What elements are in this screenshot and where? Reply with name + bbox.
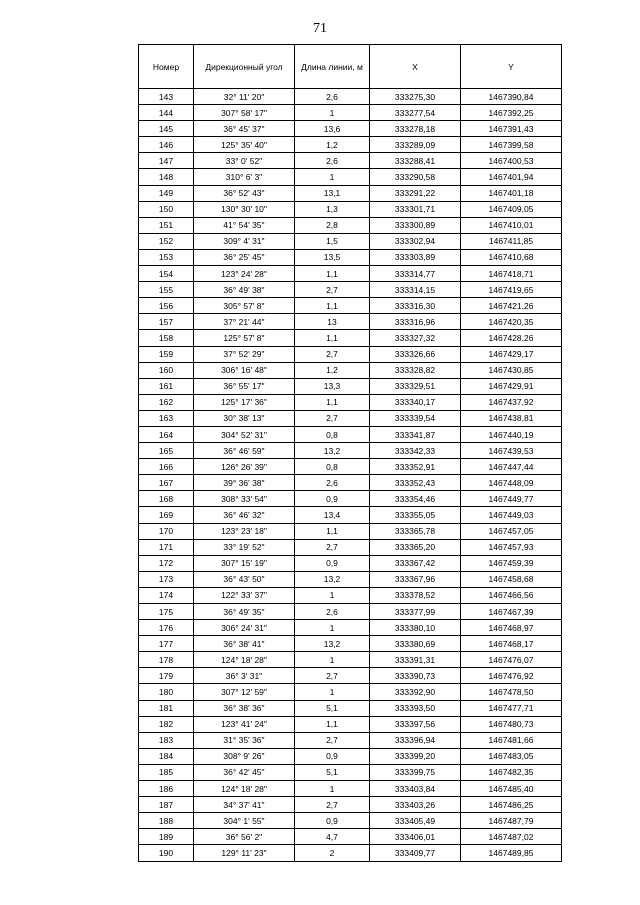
cell-y: 1467480,73 [461,716,562,732]
cell-number: 176 [139,620,194,636]
cell-x: 333302,94 [370,233,461,249]
table-row [139,475,562,491]
table-row [139,266,562,282]
cell-number: 158 [139,330,194,346]
cell-y: 1467409,05 [461,201,562,217]
cell-direction-angle: 36° 3' 31" [194,668,295,684]
cell-direction-angle: 36° 49' 35" [194,604,295,620]
cell-x: 333326,66 [370,346,461,362]
cell-number: 157 [139,314,194,330]
table-row [139,797,562,813]
cell-line-length: 1,2 [295,137,370,153]
cell-direction-angle: 308° 33' 54" [194,491,295,507]
cell-y: 1467439,53 [461,443,562,459]
cell-line-length: 1,1 [295,330,370,346]
cell-x: 333409,77 [370,845,461,861]
cell-number: 163 [139,410,194,426]
table-row [139,684,562,700]
cell-y: 1467457,93 [461,539,562,555]
cell-y: 1467430,85 [461,362,562,378]
cell-line-length: 13,2 [295,571,370,587]
cell-line-length: 1 [295,587,370,603]
cell-line-length: 13,2 [295,636,370,652]
cell-line-length: 1,1 [295,394,370,410]
cell-line-length: 1 [295,781,370,797]
cell-direction-angle: 308° 9' 26" [194,748,295,764]
table-row [139,89,562,105]
cell-line-length: 1 [295,652,370,668]
cell-y: 1467421,26 [461,298,562,314]
cell-line-length: 2,7 [295,346,370,362]
cell-x: 333300,89 [370,217,461,233]
cell-x: 333289,09 [370,137,461,153]
cell-x: 333403,26 [370,797,461,813]
cell-x: 333291,22 [370,185,461,201]
cell-y: 1467478,50 [461,684,562,700]
cell-y: 1467481,66 [461,732,562,748]
cell-direction-angle: 123° 23' 18" [194,523,295,539]
table-row [139,668,562,684]
cell-number: 180 [139,684,194,700]
cell-y: 1467419,65 [461,282,562,298]
cell-x: 333380,10 [370,620,461,636]
table-row [139,443,562,459]
cell-direction-angle: 34° 37' 41" [194,797,295,813]
cell-y: 1467449,77 [461,491,562,507]
cell-x: 333341,87 [370,426,461,442]
cell-number: 144 [139,105,194,121]
cell-line-length: 2,8 [295,217,370,233]
cell-line-length: 5,1 [295,700,370,716]
cell-line-length: 5,1 [295,764,370,780]
cell-x: 333380,69 [370,636,461,652]
table-row [139,137,562,153]
cell-y: 1467401,18 [461,185,562,201]
cell-line-length: 2,7 [295,410,370,426]
table-row [139,700,562,716]
cell-number: 156 [139,298,194,314]
cell-line-length: 13,1 [295,185,370,201]
cell-y: 1467485,40 [461,781,562,797]
cell-y: 1467392,25 [461,105,562,121]
cell-x: 333327,32 [370,330,461,346]
cell-number: 187 [139,797,194,813]
cell-line-length: 1 [295,684,370,700]
cell-x: 333278,18 [370,121,461,137]
cell-direction-angle: 36° 43' 50" [194,571,295,587]
cell-direction-angle: 306° 16' 48" [194,362,295,378]
coordinates-table [138,44,562,862]
cell-y: 1467428,26 [461,330,562,346]
cell-y: 1467410,01 [461,217,562,233]
cell-direction-angle: 36° 38' 36" [194,700,295,716]
cell-direction-angle: 33° 0' 52" [194,153,295,169]
cell-y: 1467410,68 [461,249,562,265]
cell-number: 189 [139,829,194,845]
cell-y: 1467467,39 [461,604,562,620]
cell-line-length: 2,6 [295,475,370,491]
cell-y: 1467459,39 [461,555,562,571]
table-row [139,153,562,169]
cell-number: 174 [139,587,194,603]
cell-number: 171 [139,539,194,555]
cell-direction-angle: 41° 54' 35" [194,217,295,233]
cell-line-length: 1,3 [295,201,370,217]
cell-y: 1467487,79 [461,813,562,829]
table-row [139,249,562,265]
cell-y: 1467448,09 [461,475,562,491]
cell-x: 333397,56 [370,716,461,732]
table-row [139,507,562,523]
cell-y: 1467486,25 [461,797,562,813]
cell-x: 333277,54 [370,105,461,121]
header-number: Номер [139,45,194,89]
cell-number: 150 [139,201,194,217]
table-row [139,233,562,249]
cell-direction-angle: 36° 46' 32" [194,507,295,523]
cell-line-length: 1,2 [295,362,370,378]
cell-x: 333378,52 [370,587,461,603]
cell-number: 152 [139,233,194,249]
cell-number: 169 [139,507,194,523]
table-row [139,362,562,378]
table-row [139,587,562,603]
cell-direction-angle: 307° 15' 19" [194,555,295,571]
table-row [139,845,562,861]
table-row [139,748,562,764]
cell-line-length: 0,9 [295,491,370,507]
cell-direction-angle: 36° 38' 41" [194,636,295,652]
table-row [139,604,562,620]
table-row [139,571,562,587]
cell-direction-angle: 124° 18' 28" [194,781,295,797]
cell-x: 333393,50 [370,700,461,716]
cell-y: 1467440,19 [461,426,562,442]
cell-direction-angle: 309° 4' 31" [194,233,295,249]
cell-direction-angle: 30° 38' 13" [194,410,295,426]
cell-number: 146 [139,137,194,153]
cell-x: 333365,20 [370,539,461,555]
cell-line-length: 2,7 [295,732,370,748]
cell-x: 333390,73 [370,668,461,684]
cell-line-length: 4,7 [295,829,370,845]
table-row [139,314,562,330]
cell-y: 1467400,53 [461,153,562,169]
cell-number: 172 [139,555,194,571]
cell-direction-angle: 36° 55' 17" [194,378,295,394]
table-header-row [139,45,562,89]
cell-number: 170 [139,523,194,539]
cell-y: 1467477,71 [461,700,562,716]
table-row [139,764,562,780]
cell-line-length: 1 [295,105,370,121]
cell-direction-angle: 307° 58' 17" [194,105,295,121]
cell-x: 333314,77 [370,266,461,282]
cell-direction-angle: 39° 36' 38" [194,475,295,491]
cell-direction-angle: 36° 25' 45" [194,249,295,265]
cell-number: 155 [139,282,194,298]
cell-direction-angle: 36° 52' 43" [194,185,295,201]
cell-number: 165 [139,443,194,459]
table-row [139,829,562,845]
cell-x: 333275,30 [370,89,461,105]
cell-direction-angle: 305° 57' 8" [194,298,295,314]
cell-line-length: 2,7 [295,282,370,298]
table-row [139,636,562,652]
table-row [139,620,562,636]
table-row [139,652,562,668]
cell-y: 1467447,44 [461,459,562,475]
cell-number: 147 [139,153,194,169]
header-x: X [370,45,461,89]
cell-number: 188 [139,813,194,829]
cell-line-length: 0,9 [295,813,370,829]
cell-direction-angle: 36° 49' 38" [194,282,295,298]
cell-x: 333288,41 [370,153,461,169]
table-row [139,426,562,442]
cell-direction-angle: 129° 11' 23" [194,845,295,861]
cell-x: 333392,90 [370,684,461,700]
cell-y: 1467457,05 [461,523,562,539]
cell-x: 333290,58 [370,169,461,185]
cell-number: 143 [139,89,194,105]
cell-number: 175 [139,604,194,620]
cell-direction-angle: 36° 46' 59" [194,443,295,459]
cell-x: 333365,78 [370,523,461,539]
table-row [139,459,562,475]
cell-number: 154 [139,266,194,282]
table-row [139,378,562,394]
cell-number: 161 [139,378,194,394]
table-row [139,346,562,362]
cell-number: 184 [139,748,194,764]
cell-line-length: 1,1 [295,266,370,282]
cell-number: 173 [139,571,194,587]
cell-y: 1467489,85 [461,845,562,861]
cell-number: 182 [139,716,194,732]
cell-direction-angle: 304° 1' 55" [194,813,295,829]
cell-number: 185 [139,764,194,780]
table-row [139,217,562,233]
cell-line-length: 0,8 [295,459,370,475]
cell-x: 333367,96 [370,571,461,587]
cell-line-length: 0,9 [295,555,370,571]
table-row [139,185,562,201]
table-row [139,105,562,121]
cell-y: 1467438,81 [461,410,562,426]
cell-number: 164 [139,426,194,442]
cell-number: 153 [139,249,194,265]
cell-y: 1467429,91 [461,378,562,394]
cell-x: 333303,89 [370,249,461,265]
table-row [139,539,562,555]
cell-x: 333340,17 [370,394,461,410]
cell-x: 333316,30 [370,298,461,314]
cell-y: 1467399,58 [461,137,562,153]
cell-x: 333301,71 [370,201,461,217]
cell-direction-angle: 37° 52' 29" [194,346,295,362]
cell-line-length: 2,7 [295,797,370,813]
cell-direction-angle: 122° 33' 37" [194,587,295,603]
cell-line-length: 2,6 [295,89,370,105]
cell-number: 183 [139,732,194,748]
cell-y: 1467487,02 [461,829,562,845]
table-row [139,298,562,314]
cell-direction-angle: 123° 24' 28" [194,266,295,282]
cell-y: 1467476,07 [461,652,562,668]
cell-number: 159 [139,346,194,362]
cell-x: 333391,31 [370,652,461,668]
cell-direction-angle: 36° 45' 37" [194,121,295,137]
table-row [139,523,562,539]
cell-line-length: 13,2 [295,443,370,459]
page-number: 71 [313,21,327,36]
cell-x: 333328,82 [370,362,461,378]
cell-direction-angle: 31° 35' 36" [194,732,295,748]
cell-line-length: 1 [295,169,370,185]
cell-y: 1467468,17 [461,636,562,652]
cell-number: 190 [139,845,194,861]
cell-x: 333342,33 [370,443,461,459]
cell-number: 149 [139,185,194,201]
cell-line-length: 1,1 [295,716,370,732]
cell-line-length: 2 [295,845,370,861]
cell-number: 166 [139,459,194,475]
cell-x: 333352,43 [370,475,461,491]
cell-number: 160 [139,362,194,378]
cell-direction-angle: 37° 21' 44" [194,314,295,330]
cell-line-length: 13,5 [295,249,370,265]
cell-y: 1467418,71 [461,266,562,282]
cell-x: 333339,54 [370,410,461,426]
table-row [139,732,562,748]
cell-x: 333316,96 [370,314,461,330]
cell-number: 177 [139,636,194,652]
table-row [139,201,562,217]
cell-y: 1467401,94 [461,169,562,185]
cell-direction-angle: 125° 17' 36" [194,394,295,410]
cell-x: 333403,84 [370,781,461,797]
cell-line-length: 13,6 [295,121,370,137]
cell-x: 333329,51 [370,378,461,394]
cell-line-length: 2,7 [295,539,370,555]
table-row [139,781,562,797]
cell-y: 1467390,84 [461,89,562,105]
cell-line-length: 13 [295,314,370,330]
cell-number: 162 [139,394,194,410]
cell-direction-angle: 123° 41' 24" [194,716,295,732]
cell-number: 179 [139,668,194,684]
table-row [139,410,562,426]
cell-y: 1467458,68 [461,571,562,587]
table-row [139,169,562,185]
cell-direction-angle: 125° 35' 40" [194,137,295,153]
cell-y: 1467466,56 [461,587,562,603]
table-row [139,330,562,346]
cell-direction-angle: 124° 18' 28" [194,652,295,668]
table-row [139,282,562,298]
cell-line-length: 1 [295,620,370,636]
cell-number: 186 [139,781,194,797]
cell-line-length: 2,7 [295,668,370,684]
cell-x: 333355,05 [370,507,461,523]
cell-y: 1467437,92 [461,394,562,410]
cell-direction-angle: 126° 26' 39" [194,459,295,475]
cell-y: 1467468,97 [461,620,562,636]
cell-y: 1467476,92 [461,668,562,684]
table-row [139,394,562,410]
cell-number: 151 [139,217,194,233]
cell-y: 1467483,05 [461,748,562,764]
cell-line-length: 1,1 [295,523,370,539]
cell-line-length: 2,6 [295,153,370,169]
cell-x: 333377,99 [370,604,461,620]
cell-direction-angle: 36° 42' 45" [194,764,295,780]
cell-x: 333405,49 [370,813,461,829]
table-row [139,813,562,829]
cell-number: 145 [139,121,194,137]
cell-line-length: 13,3 [295,378,370,394]
table-row [139,555,562,571]
cell-number: 168 [139,491,194,507]
table-row [139,491,562,507]
cell-direction-angle: 307° 12' 59" [194,684,295,700]
cell-x: 333354,46 [370,491,461,507]
table-body [139,89,562,862]
cell-y: 1467391,43 [461,121,562,137]
cell-direction-angle: 304° 52' 31" [194,426,295,442]
cell-x: 333399,20 [370,748,461,764]
cell-direction-angle: 32° 11' 20" [194,89,295,105]
cell-line-length: 0,9 [295,748,370,764]
cell-direction-angle: 310° 6' 3" [194,169,295,185]
cell-number: 148 [139,169,194,185]
cell-direction-angle: 36° 56' 2" [194,829,295,845]
cell-line-length: 1,1 [295,298,370,314]
cell-direction-angle: 306° 24' 31" [194,620,295,636]
cell-direction-angle: 33° 19' 52" [194,539,295,555]
cell-x: 333396,94 [370,732,461,748]
table-row [139,121,562,137]
header-line-length: Длина линии, м [295,45,370,89]
cell-line-length: 2,6 [295,604,370,620]
cell-x: 333352,91 [370,459,461,475]
cell-y: 1467429,17 [461,346,562,362]
cell-y: 1467411,85 [461,233,562,249]
cell-number: 167 [139,475,194,491]
table-row [139,716,562,732]
cell-number: 178 [139,652,194,668]
header-y: Y [461,45,562,89]
cell-y: 1467420,35 [461,314,562,330]
cell-y: 1467482,35 [461,764,562,780]
cell-number: 181 [139,700,194,716]
cell-x: 333314,15 [370,282,461,298]
cell-x: 333399,75 [370,764,461,780]
cell-x: 333367,42 [370,555,461,571]
cell-direction-angle: 125° 57' 8" [194,330,295,346]
cell-line-length: 13,4 [295,507,370,523]
cell-line-length: 1,5 [295,233,370,249]
cell-direction-angle: 130° 30' 10" [194,201,295,217]
cell-x: 333406,01 [370,829,461,845]
cell-line-length: 0,8 [295,426,370,442]
cell-y: 1467449,03 [461,507,562,523]
header-direction-angle: Дирекционный угол [194,45,295,89]
